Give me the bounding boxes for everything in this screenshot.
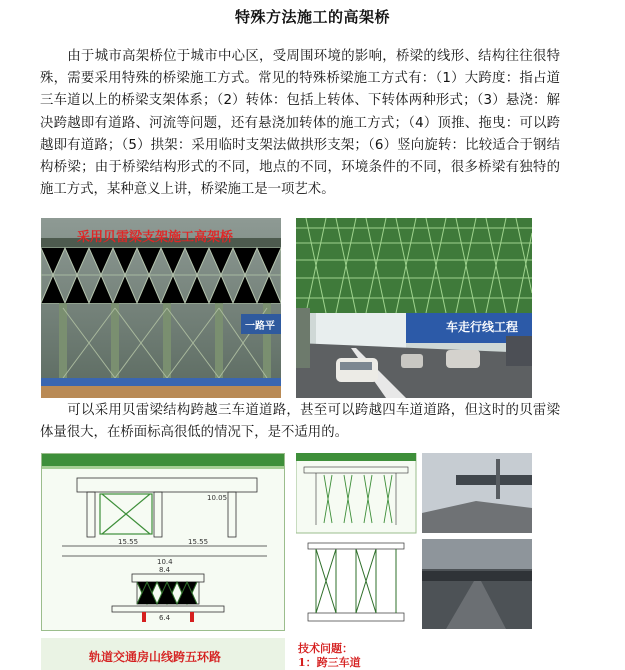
drawing-dim-label: 8.4 xyxy=(159,566,171,574)
drawing-dim-label: 10.05 xyxy=(207,494,228,502)
drawing-dim-label: 6.4 xyxy=(159,614,171,622)
drawing-dim-label: 10.4 xyxy=(157,558,173,566)
drawing2-caption-item: 1：跨三车道 xyxy=(298,656,361,669)
truss-over-road-photo xyxy=(296,218,532,398)
photo-overlay-caption: 采用贝雷梁支架施工高架桥 xyxy=(77,230,234,245)
document-title: 特殊方法施工的高架桥 xyxy=(234,8,390,26)
bailey-support-photo xyxy=(41,218,281,398)
drawing1-caption-bar xyxy=(41,638,285,670)
drawing-dim-label: 15.55 xyxy=(188,538,209,546)
drawing2-caption-bar xyxy=(296,638,532,670)
photo-banner-text: 一路平 xyxy=(245,321,275,332)
bailey-paragraph xyxy=(40,400,560,444)
photo-banner-text: 车走行线工程 xyxy=(446,320,519,334)
drawing-dim-label: 15.55 xyxy=(118,538,139,546)
intro-paragraph xyxy=(40,46,560,201)
intro-paragraph-text: 由于城市高架桥位于城市中心区，受周围环境的影响，桥梁的线形、结构往往很特殊，需要采用特殊的桥梁施工方式。常见的特殊桥梁施工方式有：（1）大跨度：指占道三车道以上的桥梁支架体系；（2）转体：包括上转体、下转体两种形式；（3）悬浇：解决跨越即有道路、河流等问题，还有悬浇加转体的施工方式；（4）顶推、拖曳：可以跨越即有道路；（5）拱架：采用临时支架法做拱形支架；（6）竖向旋转：比较适合于钢结构桥梁；由于桥梁结构形式的不同，地点的不同，环境条件的不同，很多桥梁有独特的施工方式，某种意义上讲，桥梁施工是一项艺术。 xyxy=(40,49,560,198)
tech-issue-drawing xyxy=(296,453,532,629)
bridge-support-drawing xyxy=(41,453,285,631)
bailey-paragraph-text: 可以采用贝雷梁结构跨越三车道道路，甚至可以跨越四车道道路，但这时的贝雷梁体量很大，在桥面标高很低的情况下，是不适用的。 xyxy=(40,403,560,441)
drawing1-caption: 轨道交通房山线跨五环路 xyxy=(89,650,222,664)
drawing2-caption-title: 技术问题： xyxy=(298,642,353,655)
